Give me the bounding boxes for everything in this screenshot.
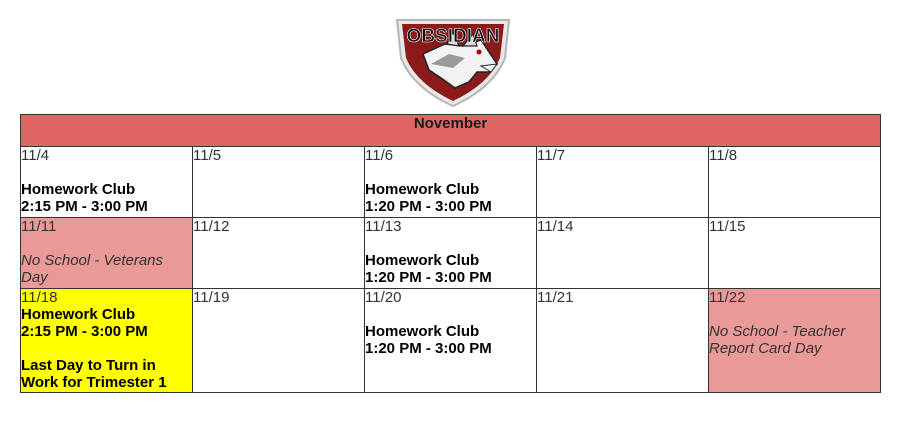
date-label: 11/5 <box>193 147 222 164</box>
svg-text:OBSIDIAN: OBSIDIAN <box>406 26 500 47</box>
date-label: 11/19 <box>193 289 230 306</box>
month-header: November <box>21 115 881 147</box>
day-cell-11-22 <box>709 289 881 393</box>
date-label: 11/14 <box>537 218 574 235</box>
event-title: Homework Club <box>21 181 136 198</box>
date-label: 11/6 <box>365 147 394 164</box>
day-cell-11-19 <box>193 289 365 393</box>
date-label: 11/11 <box>21 218 57 235</box>
event-time: 1:20 PM - 3:00 PM <box>365 198 492 215</box>
date-label: 11/15 <box>709 218 746 235</box>
day-cell-11-12 <box>193 218 365 289</box>
date-label: 11/8 <box>709 147 738 164</box>
day-cell-11-11 <box>21 218 193 289</box>
week-row <box>21 147 881 218</box>
day-cell-11-15 <box>709 218 881 289</box>
obsidian-wolf-logo <box>393 14 513 108</box>
day-cell-11-18 <box>21 289 193 393</box>
date-label: 11/13 <box>365 218 402 235</box>
week-row <box>21 218 881 289</box>
date-label: 11/18 <box>21 289 58 306</box>
event-title: Homework Club <box>365 181 480 198</box>
event-time: 2:15 PM - 3:00 PM <box>21 323 148 340</box>
event-time: 1:20 PM - 3:00 PM <box>365 340 492 357</box>
event-title: Homework Club <box>365 252 480 269</box>
week-row <box>21 289 881 393</box>
day-cell-11-5 <box>193 147 365 218</box>
event-title: Homework Club <box>365 323 480 340</box>
date-label: 11/20 <box>365 289 402 306</box>
date-label: 11/12 <box>193 218 230 235</box>
event-time: 1:20 PM - 3:00 PM <box>365 269 492 286</box>
event-time: 2:15 PM - 3:00 PM <box>21 198 148 215</box>
date-label: 11/22 <box>709 289 746 306</box>
no-school-note: No School - Teacher Report Card Day <box>709 323 846 357</box>
day-cell-11-6 <box>365 147 537 218</box>
day-cell-11-14 <box>537 218 709 289</box>
no-school-note: No School - Veterans Day <box>21 252 164 286</box>
date-label: 11/4 <box>21 147 50 164</box>
november-calendar <box>20 114 881 393</box>
event-title: Homework Club <box>21 306 136 323</box>
day-cell-11-8 <box>709 147 881 218</box>
day-cell-11-21 <box>537 289 709 393</box>
day-cell-11-7 <box>537 147 709 218</box>
date-label: 11/21 <box>537 289 574 306</box>
day-cell-11-20 <box>365 289 537 393</box>
day-cell-11-13 <box>365 218 537 289</box>
date-label: 11/7 <box>537 147 566 164</box>
day-cell-11-4 <box>21 147 193 218</box>
deadline-note: Last Day to Turn in Work for Trimester 1 <box>21 357 167 391</box>
